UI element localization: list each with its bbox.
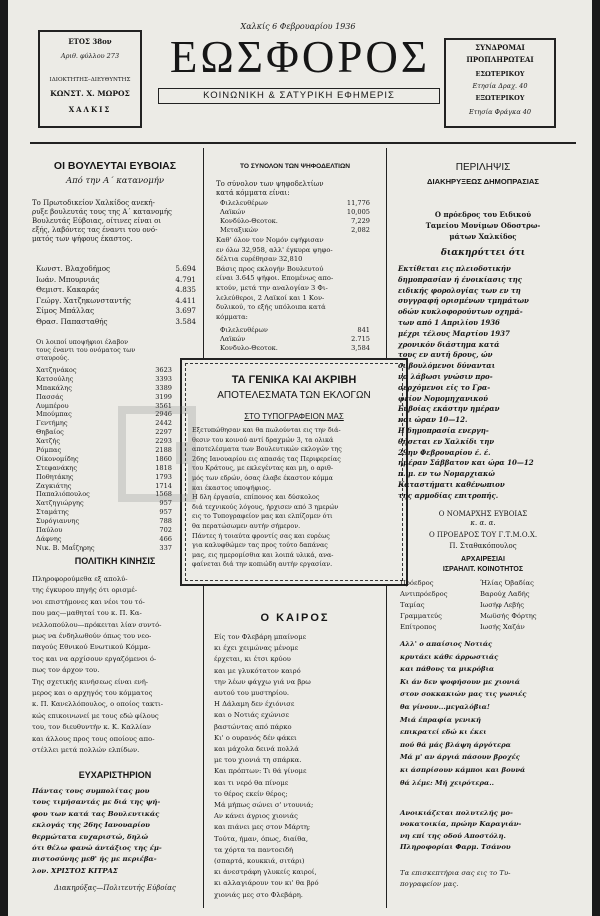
text-line: βαστώντας από πάρκο (214, 722, 292, 731)
text-line: είναι 3.645 ψήφοι. Επομένως απο- (216, 274, 334, 283)
tender-intro-line: μάτων Χαλκίδος (449, 232, 517, 241)
intro-line: Βουλευτάς Εύβοιας, οίτινες είναι οι (32, 217, 162, 225)
text-line: Εξετυπώθησαν και θα πωλούνται εις την διά- (192, 426, 341, 434)
vote-row (220, 335, 370, 344)
newspaper-subtitle: ΚΟΙΝΩΝΙΚΗ & ΣΑΤΥΡΙΚΗ ΕΦΗΜΕΡΙΣ (158, 88, 440, 104)
vote-count: 2442 (155, 419, 172, 428)
vote-count: 1818 (155, 463, 172, 472)
text-line: παγούς Εθνικού Ενωτικού Κόμμα- (32, 643, 151, 652)
president-name: Π. Σταθακόπουλος (449, 542, 517, 550)
text-line: τους εν αυτή δρους, ών (398, 350, 493, 360)
candidate-name: Κονδυλο-Θεοτοκ. (220, 343, 278, 352)
vote-count: 957 (159, 508, 172, 517)
masthead-right-box (444, 38, 556, 128)
text-line: την λέων φάγχω γιά να βρω (214, 677, 311, 686)
text-line: νοκατοικία, πρώην Καραγιάν- (400, 820, 522, 829)
vote-row (36, 296, 196, 307)
vote-count: 2,082 (351, 225, 370, 234)
intro-line: Το Πρωτοδικείον Χαλκίδος ανεκή- (32, 199, 155, 207)
vote-row (220, 208, 370, 217)
tender-subhead: ΔΙΑΚΗΡΥΞΕΩΣ ΔΗΜΟΠΡΑΣΙΑΣ (427, 177, 539, 186)
text-line: θερμώτατα ευχαριστώ, δηλώ (32, 832, 149, 841)
candidate-name: Λαϊκών (220, 334, 246, 343)
text-line: νη επί της οδού Αποστόλη. (400, 831, 506, 840)
text-line: Μιά έπραφία γενική (400, 715, 481, 724)
weather-headline: Ο ΚΑΙΡΟΣ (260, 612, 330, 624)
prepaid-label: ΠΡΟΠΛΗΡΩΤΕΑΙ (466, 55, 534, 64)
vote-row (220, 326, 370, 335)
vote-count: 2.715 (351, 334, 370, 343)
candidate-name: Θρασ. Παπασταθής (36, 316, 108, 326)
others-intro-line: σταυρούς. (36, 354, 70, 362)
vote-count: 7,229 (351, 216, 370, 225)
date-line: Χαλκίς 6 Φεβρουαρίου 1936 (240, 22, 356, 31)
officer-role: Γραμματεύς (400, 612, 442, 620)
tender-headline: ΠΕΡΙΛΗΨΙΣ (455, 162, 511, 173)
text-line: 29ην Φεβρουαρίου έ. έ. (398, 447, 491, 457)
newspaper-title: ΕΩΣΦΟΡΟΣ (169, 32, 431, 82)
candidate-name: Οίκονομίδης (36, 454, 79, 463)
text-line: μως να ένδηλωθούν όπως του νεο- (32, 632, 152, 640)
vote-row (36, 366, 172, 375)
text-line: κτούν, μετά την αναλογίαν 3 Φι- (216, 284, 328, 292)
text-line: Καθ' όλον τον Νομόν εψήφισαν (216, 236, 324, 244)
text-line: τα χόρτα τα παντοειδή (214, 845, 294, 854)
text-line: μέχρι τέλους Μαρτίου 1937 (398, 328, 510, 338)
thanks-signature: Διακηρύξας—Πολιτευτής Εύβοίας (54, 884, 176, 892)
text-line: αποτελέσματα των Βουλευτικών εκλογών της (192, 445, 342, 454)
intro-line: ματός των ψήφους έκαστος. (32, 235, 133, 243)
text-line: αυτού του μυστηρίου. (214, 689, 290, 697)
text-line: νελλοπούλου—πρόκειται λίαν συντό- (32, 620, 162, 629)
officer-role: Επίτροπος (400, 623, 437, 631)
text-line: Κι άν δεν ψοφήσουν με χιονιά (400, 677, 520, 686)
vote-count: 466 (159, 534, 172, 543)
prefect-signature: Ο ΝΟΜΑΡΧΗΣ ΕΥΒΟΙΑΣ (438, 510, 528, 518)
text-line: Η δλη έργασία, επίπονος και δύσκολος (192, 493, 320, 502)
text-line: κόμματα: (216, 312, 248, 321)
text-line: και μάχολα δεινά πολλά (214, 745, 299, 753)
text-line: Μά μ' αν άργιά πάσουν βροχές (400, 753, 520, 762)
foreign-label: ΕΞΩΤΕΡΙΚΟΥ (475, 94, 525, 102)
tender-intro-line: Ταμείου Μονίμων Οδοστρω- (425, 221, 541, 230)
vote-count: 4.835 (175, 285, 196, 294)
text-line: Πληροφορίαι Φαρμ. Τσάνου (400, 843, 511, 852)
text-line: (σπαρτά, κουκκιά, σιτάρι) (214, 857, 305, 865)
text-line: έρχεται, κι έτσι κρύου (214, 655, 291, 664)
text-line: Εύβοίας εκάστην ημέραν (398, 404, 500, 414)
tender-intro-line: Ο πρόεδρος του Ειδικού (434, 210, 532, 219)
city-label: ΧΑΛΚΙΣ (68, 105, 112, 114)
text-line: λον. ΧΡΙΣΤΟΣ ΚΙΤΡΑΣ (32, 866, 118, 875)
watermark-logo (116, 400, 476, 510)
candidate-name: Κονδύλο-Θεοτοκ. (220, 216, 278, 225)
text-line: δέλτια ευρέθησαν 32,810 (216, 255, 303, 264)
candidate-name: Ρόμπας (36, 446, 62, 455)
officer-role: Αντιπρόεδρος (400, 590, 448, 598)
officer-name: Μωϋσής Φόρτης (480, 612, 537, 620)
elections-headline: ΑΡΧΑΙΡΕΣΙΑΙ (461, 556, 505, 563)
text-line: ότι θέλω φανώ άντάξιος της έμ- (32, 844, 162, 852)
text-line: και ώραν 10—12. (398, 415, 468, 425)
text-line: συγγραφή ορισμένων τμημάτων (398, 296, 529, 306)
vote-row (36, 526, 172, 535)
text-line: στον σοκκακιών μας τις γωνιές (400, 690, 527, 699)
text-line: του, τον διευθυντήν κ. Κ. Καλλίαν (32, 723, 151, 732)
candidate-name: Χατζηνάκος (36, 366, 77, 374)
intro-line: ρυξε βουλευτάς τους της Α΄ κατανομής (32, 208, 172, 216)
officer-name: Ιωσήφ Λεβής (480, 601, 525, 609)
vote-count: 788 (159, 517, 172, 526)
candidate-name: Χατζηγιώργης (36, 499, 84, 508)
text-line: ειδικής φορολογίας των εν τη (398, 285, 521, 295)
text-line: στέλλει μετά πολλών ελπίδων. (32, 746, 140, 754)
totals-intro-line: Το σύνολον των ψηφοδελτίων (216, 180, 324, 188)
vote-count: 3561 (155, 401, 172, 410)
text-line: κρυτάει κάθε άρρωστιάς (400, 652, 499, 661)
text-line: μός των εδρών, όσας έλαβε έκαστον κόμμα (192, 474, 333, 482)
deputies-subhead: Από την Α΄ κατανομήν (65, 176, 165, 186)
vote-count: 2297 (155, 428, 172, 437)
text-line: της αρμοδίας επιτροπής. (398, 490, 499, 500)
elections-subhead: ΙΣΡΑΗΛΙΤ. ΚΟΙΝΟΤΗΤΟΣ (442, 566, 524, 573)
text-line: τους τιμήσαντάς με διά της ψή- (32, 798, 161, 807)
text-line: κ. Π. Κανελλόπουλος, ο οποίος τακτι- (32, 700, 164, 709)
candidate-name: Λαϊκών (220, 207, 246, 216)
vote-row (36, 517, 172, 526)
officer-name: Ιωσής Χαζάν (480, 623, 525, 631)
text-line: που μας—μαθηταί του κ. Π. Κα- (32, 609, 142, 618)
masthead-left-box (38, 30, 142, 128)
vote-count: 10,005 (346, 207, 370, 216)
thanks-headline: ΕΥΧΑΡΙΣΤΗΡΙΟΝ (78, 770, 152, 780)
text-line: ημέραν Σάββατον και ώρα 10—12 (398, 458, 534, 468)
text-line: Ανοικιάζεται πολυτελής μο- (400, 809, 513, 817)
candidate-name: Παπαλιόπουλος (36, 490, 90, 499)
text-line: θα περατώσωμεν αυτήν σήμερον. (192, 522, 301, 530)
vote-row (220, 217, 370, 226)
text-line: κι έχει χειμώνας μένομε (214, 644, 299, 653)
candidate-name: Νικ. Β. Μαΐζηρης (36, 543, 95, 552)
deputies-headline: ΟΙ ΒΟΥΛΕΥΤΑΙ ΕΥΒΟΙΑΣ (53, 160, 177, 172)
text-line: λελεύθεροι, 2 Λαϊκοί και 1 Κον- (216, 293, 325, 302)
text-line: Εκτίθεται εις πλειοδοτικήν (398, 264, 511, 273)
text-line: και πιάνει μες στον Μάρτη; (214, 823, 311, 832)
vote-count: 3199 (155, 392, 172, 401)
others-intro-line: τους έναντι του ονόματος των (36, 346, 136, 354)
text-line: των από 1 Απριλίου 1936 (398, 318, 500, 327)
text-line: δημοπρασίαν ή ένοικίασις της (398, 274, 522, 284)
candidate-name: Παύλου (36, 526, 63, 535)
text-line: Και πρόπτων: Τι θά γίνομε (214, 767, 307, 776)
text-line: θα γίνουν...μεγαλόβια! (400, 703, 490, 711)
text-line: με του χιονιά τη σπάρκα. (214, 756, 302, 765)
officer-name: Βαρούχ Λαδής (480, 590, 530, 598)
totals-header: ΤΟ ΣΥΝΟΛΟΝ ΤΩΝ ΨΗΦΟΔΕΛΤΙΩΝ (239, 163, 351, 170)
text-line: και με γλυκότατον καιρό (214, 666, 301, 675)
prefect-signature-note: κ. α. α. (470, 519, 496, 527)
others-intro-line: Οι λοιποί υποψήφιοι έλαβον (36, 338, 129, 346)
vote-count: 3.584 (175, 316, 196, 326)
vote-count: 702 (159, 526, 172, 535)
officer-row (400, 578, 566, 589)
text-line: και ο Νοτιάς εχώνισε (214, 711, 290, 720)
text-line: και τι νερό θα πίνομε (214, 778, 289, 787)
text-line: πως τον άρχον του. (32, 666, 100, 675)
text-line: πογραφείον μας. (400, 880, 459, 889)
officer-role: Πρόεδρος (400, 579, 434, 587)
masthead-divider (30, 142, 576, 144)
text-line: Μά μήπως σώνει σ' ντουνιά; (214, 801, 314, 809)
text-line: Τα επισκεπτήρια σας εις το Τυ- (400, 869, 511, 877)
candidate-name: Λυμπέρου (36, 401, 69, 410)
vote-count: 957 (159, 499, 172, 508)
vote-row (36, 544, 172, 553)
text-line: και άλλους προς τους οποίους απο- (32, 734, 155, 743)
vote-count: 1793 (155, 472, 172, 481)
text-line: χρονικόν διάστημα κατά (398, 339, 500, 349)
tender-declare: διακηρύττει ότι (440, 248, 526, 258)
vote-row (220, 344, 370, 353)
vote-row (220, 226, 370, 235)
text-line: επικρατεί εδώ κι έκει (400, 728, 487, 737)
candidate-name: Μπακάλης (36, 383, 72, 392)
candidate-name: Σταμάτης (36, 508, 69, 517)
subscription-label: ΣΥΝΔΡΟΜΑΙ (475, 43, 525, 52)
candidate-name: Μπούμπας (36, 410, 72, 419)
candidate-name: Δάφνης (36, 534, 62, 543)
text-line: για καλυφθώμεν τας προς τούτο δαπάνας (192, 541, 328, 550)
vote-count: 11,776 (346, 199, 370, 207)
officer-row (400, 600, 566, 611)
vote-count: 2293 (155, 437, 172, 446)
text-line: Είς τον Φλεβάρη μπαίνομε (214, 633, 307, 641)
text-line: και πάθους τα μικρόβια (400, 665, 495, 674)
text-line: 26ης Ιανουαρίου εις απασάς τας Περιφερείας (192, 454, 341, 463)
text-line: του Κράτους, με εκλεγέντας και μη, ο αριθ- (192, 464, 334, 473)
text-line: πιστοσύνης μεθ' ής με περιέβα- (32, 855, 157, 864)
candidate-name: Ποθητάκης (36, 472, 74, 481)
text-line: φείον Νομομηχανικού (398, 393, 489, 403)
text-line: θεσιν του κοινού αντί δραχμών 3, τα ολικά (192, 435, 334, 444)
vote-count: 4.411 (175, 295, 196, 305)
text-line: οδών κυκλοφορούντων οχημά- (398, 307, 523, 317)
party-totals-table (220, 199, 370, 235)
vote-count: 3389 (155, 383, 172, 392)
vote-count: 1568 (155, 490, 172, 499)
text-line: π. μ. εν τω Νομαρχιακώ (398, 469, 495, 479)
text-line: σερχόμενοι είς το Γρα- (398, 382, 491, 392)
vote-row (36, 384, 172, 393)
text-line: θήσεται εν Χαλκίδι την (398, 436, 495, 446)
candidate-name: Γεώργ. Χατζηκωνσταντής (36, 295, 131, 305)
text-line: Πάντας τους συμπολίτας μου (32, 787, 150, 795)
totals-intro-line: κατά κόμματα είναι: (216, 189, 290, 197)
vote-row (36, 306, 196, 317)
candidate-name: Θεμιστ. Κακαράς (36, 285, 100, 294)
vote-count: 5.694 (175, 264, 196, 273)
officer-role: Ταμίας (400, 601, 425, 609)
text-line: Πληροφορούμεθα εξ απολύ- (32, 575, 128, 583)
year-label: ΕΤΟΣ 38ον (68, 37, 112, 46)
text-line: εκλογάς της 26ης Ιανουαρίου (32, 821, 150, 830)
issue-number: Αριθ. φύλλου 273 (60, 52, 120, 60)
newspaper-page (8, 0, 592, 916)
text-line: κώς επικοινωνεί με τους εδώ φίλους (32, 711, 159, 720)
text-line: Αλλ' ο απαίσιος Νοτιάς (400, 640, 493, 648)
candidate-name: Γεντήμης (36, 419, 68, 428)
text-line: Βάσις προς εκλογήν Βουλευτού (216, 264, 324, 273)
candidate-name: Θηβαίος (36, 428, 64, 437)
officer-row (400, 611, 566, 622)
text-line: φου των κατά τας Βουλευτικάς (32, 809, 160, 818)
text-line: Τούτα, ήμαν, όπως, διαίθα, (214, 834, 309, 843)
text-line: Αν κάνει άγριος χιονιάς (214, 812, 298, 821)
candidate-name: Κωνστ. Βλαχοδήμος (36, 264, 111, 273)
text-line: να λάβωσι γνώσιν προ- (398, 372, 493, 381)
vote-row (36, 264, 196, 275)
text-line: κι άσπρίσουν κάμποι και βουνά (400, 766, 526, 774)
vote-count: 337 (159, 543, 172, 552)
owner-label: ΙΔΙΟΚΤΗΤΗΣ–ΔΙΕΥΘΥΝΤΗΣ (49, 77, 131, 83)
text-line: χιονιάς μες στο Φλεβάρη. (214, 890, 303, 899)
candidate-name: Μεταξικών (220, 225, 258, 234)
domestic-label: ΕΣΩΤΕΡΙΚΟΥ (475, 70, 525, 78)
text-line: θά λέμε: Μή χειρότερα.. (400, 778, 494, 787)
vote-count: 3623 (155, 366, 172, 374)
officer-name: Ήλίας Όβαδίας (480, 579, 534, 587)
vote-count: 1860 (155, 454, 172, 463)
text-line: δυλικού, το εξής υπόλοιπα κατά (216, 303, 326, 312)
remainders-table (220, 326, 370, 353)
text-line: Η δημοπρασία ενεργη- (398, 426, 489, 435)
text-line: πού θά μάς βλάψη άργότερα (400, 740, 511, 749)
text-line: μερος και ο αρχηγός του κόμματος (32, 689, 153, 697)
text-line: το θέρος εκείν θέρος; (214, 789, 288, 798)
text-line: μας, εις ημερομίσθια και λοιπά υλικά, ανα- (192, 550, 334, 559)
vote-row (36, 285, 196, 296)
vote-row (220, 199, 370, 208)
domestic-price: Ετησία Δραχ. 40 (472, 82, 528, 90)
results-subhead: ΑΠΟΤΕΛΕΣΜΑΤΑ ΤΩΝ ΕΚΛΟΓΩΝ (217, 390, 371, 401)
intro-line: εξής, λαβόντες τας έναντι του ονό- (32, 226, 158, 234)
text-line: διά τεχνικούς λόγους, ήρχισεν από 3 ημερών (192, 502, 339, 511)
president-signature: Ο ΠΡΟΕΔΡΟΣ ΤΟΥ Γ.Τ.Μ.Ο.Χ. (428, 531, 538, 539)
owner-name: ΚΩΝΣΤ. Χ. ΜΩΡΟΣ (50, 89, 130, 98)
officers-list (400, 578, 566, 633)
vote-count: 2946 (155, 410, 172, 419)
deputies-table (36, 264, 196, 327)
text-line: εις το Τυπογραφείον μας και ελπίζομεν ότι (192, 512, 333, 521)
text-line: κι αλλαγιάρουν τον κι' θα βρό (214, 879, 319, 888)
text-line: νοι επιστήμονες και νέοι του τό- (32, 597, 145, 606)
text-line: Καταστήματι καθένωπιον (398, 480, 505, 489)
politics-headline: ΠΟΛΙΤΙΚΗ ΚΙΝΗΣΙΣ (74, 556, 156, 566)
candidate-name: Χατζής (36, 437, 61, 446)
candidate-name: Ιωάν. Μπουρνιάς (36, 274, 100, 284)
text-line: Της σχετικής κινήσεως είναι ενή- (32, 677, 149, 686)
vote-row (36, 375, 172, 384)
vote-count: 841 (357, 326, 370, 334)
vote-row (36, 275, 196, 286)
vote-count: 4.791 (175, 274, 196, 284)
vote-count: 3,584 (351, 343, 370, 352)
results-location: ΣΤΟ ΤΥΠΟΓΡΑΦΕΙΟΝ ΜΑΣ (244, 412, 344, 421)
candidate-name: Φιλελευθέρων (220, 199, 268, 207)
candidate-name: Πασσάς (36, 392, 64, 401)
text-line: οι βουλόμενοι δύνανται (398, 361, 496, 371)
officer-row (400, 589, 566, 600)
text-line: Πάντες ή τοιαύτα φροντίς σας και ευρέως (192, 531, 330, 540)
candidate-name: Συρόγιαννης (36, 517, 80, 526)
officer-row (400, 622, 566, 633)
vote-count: 3.697 (175, 306, 196, 315)
candidate-name: Φιλελευθέρων (220, 326, 268, 334)
foreign-price: Ετησία Φράγκα 40 (468, 108, 532, 116)
text-line: και έκαστος υποψήφιος. (192, 483, 272, 492)
vote-row (36, 317, 196, 328)
text-line: εν όλω 32,958, αλλ' έγκυρα ψηφο- (216, 245, 333, 254)
results-headline: ΤΑ ΓΕΝΙΚΑ ΚΑΙ ΑΚΡΙΒΗ (231, 374, 357, 386)
text-line: Η Δάλαμη δεν έχιόνισε (214, 700, 295, 709)
vote-row (36, 535, 172, 544)
candidate-name: Στεφανάκης (36, 463, 78, 472)
vote-count: 3393 (155, 374, 172, 383)
text-line: Κι' ο ουρανός δέν φάκει (214, 733, 297, 742)
candidate-name: Κατσούλης (36, 374, 74, 383)
text-line: φαίνεται διά την κοπιώδη αυτήν εργασίαν. (192, 560, 333, 569)
candidate-name: Ζαγκιάτης (36, 481, 72, 490)
vote-count: 1714 (155, 481, 172, 490)
text-line: κι άνεστράφη γλυκείς καιροί, (214, 868, 317, 877)
text-line: της έγκυρου πηγής ότι ορισμέ- (32, 586, 138, 595)
text-line: τος και να αρχίσουν εργαζόμενοι ό- (32, 654, 157, 663)
candidate-name: Σίμος Μπάλλας (36, 306, 95, 315)
vote-count: 2188 (155, 446, 172, 455)
